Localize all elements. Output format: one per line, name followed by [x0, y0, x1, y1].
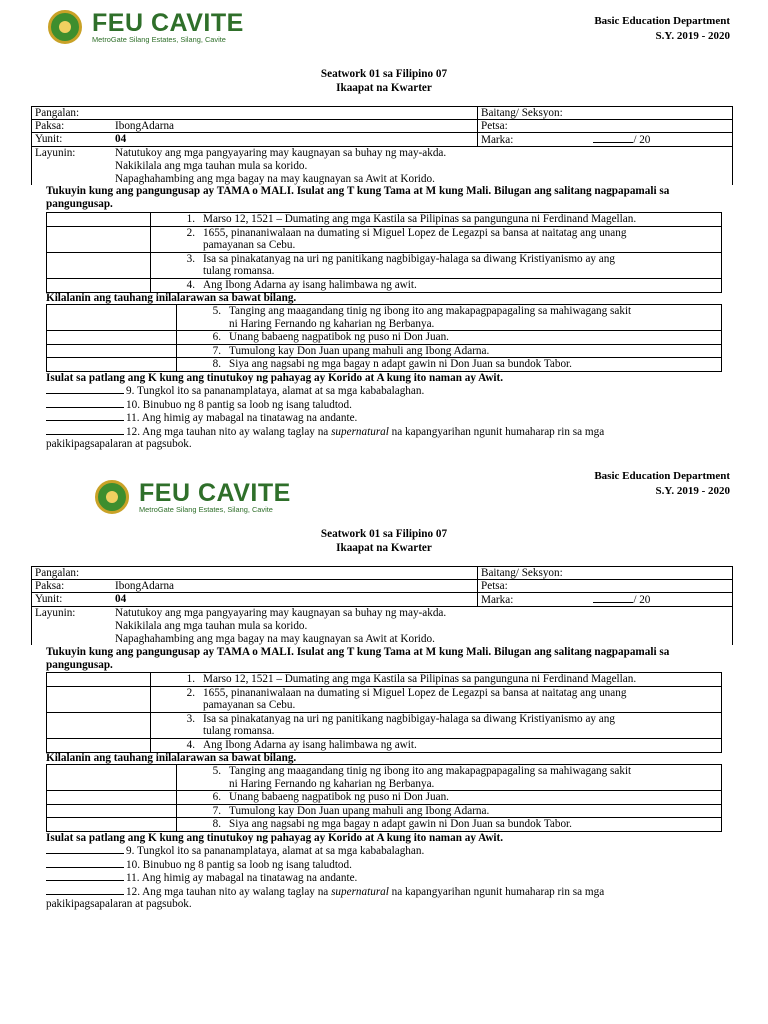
brand-name: FEU CAVITE — [92, 8, 244, 37]
yunit-field: Yunit: 04 — [32, 593, 478, 607]
paksa-field: Paksa: IbongAdarna — [32, 580, 478, 593]
answer-cell[interactable] — [47, 738, 151, 752]
petsa-field[interactable]: Petsa: — [478, 120, 733, 133]
baitang-field[interactable]: Baitang/ Seksyon: — [478, 567, 733, 580]
answer-cell[interactable] — [47, 791, 177, 805]
document-title — [0, 67, 768, 95]
list-item: 9. Tungkol ito sa pananamplataya, alamat at sa mga kababalaghan. — [46, 844, 736, 858]
layunin-item: Nakikilala ang mga tauhan mula sa korido. — [115, 159, 308, 172]
yunit-field: Yunit: 04 — [32, 133, 478, 147]
item-row: 8. Siya ang nagsabi ng mga bagay n adapt gawin ni Don Juan sa bundok Tabor. — [177, 818, 722, 832]
marka-blank[interactable] — [593, 133, 633, 143]
document-title — [0, 527, 768, 555]
answer-cell[interactable] — [47, 278, 151, 292]
tauhan-table — [46, 304, 722, 372]
school-year: S.Y. 2019 - 2020 — [655, 30, 730, 42]
feu-cavite-logo — [95, 480, 291, 514]
answer-blank[interactable] — [46, 425, 124, 435]
tama-mali-table — [46, 212, 722, 293]
item-row: 4. Ang Ibong Adarna ay isang halimbawa ng awit. — [151, 738, 722, 752]
answer-blank[interactable] — [46, 398, 124, 408]
list-item: 11. Ang himig ay mabagal na tinatawag na andante. — [46, 411, 736, 425]
item-row: 1. Marso 12, 1521 – Dumating ang mga Kastila sa Pilipinas sa pangunguna ni Ferdinand Magellan. — [151, 213, 722, 227]
answer-cell[interactable] — [47, 358, 177, 372]
item-row: 7. Tumulong kay Don Juan upang mahuli ang Ibong Adarna. — [177, 804, 722, 818]
department-header — [594, 14, 730, 44]
item-row: 4. Ang Ibong Adarna ay isang halimbawa ng awit. — [151, 278, 722, 292]
item-row: 3. Isa sa pinakatanyag na uri ng panitikang nagbibigay-halaga sa diwang Kristiyanismo ay ang tulang romansa. — [151, 252, 722, 278]
brand-address: MetroGate Silang Estates, Silang, Cavite — [92, 34, 226, 44]
answer-cell[interactable] — [47, 331, 177, 345]
answer-cell[interactable] — [47, 226, 151, 252]
baitang-field[interactable]: Baitang/ Seksyon: — [478, 107, 733, 120]
list-item: 10. Binubuo ng 8 pantig sa loob ng isang taludtod. — [46, 858, 736, 872]
answer-cell[interactable] — [47, 673, 151, 687]
list-item: 12. Ang mga tauhan nito ay walang taglay na supernatural na kapangyarihan ngunit humaharap rin sa mga — [46, 885, 736, 899]
brand-name: FEU CAVITE — [139, 478, 291, 507]
item-row: 2. 1655, pinananiwalaan na dumating si Miguel Lopez de Legazpi sa bansa at naitatag ang unang pamayanan sa Cebu. — [151, 686, 722, 712]
list-item: 11. Ang himig ay mabagal na tinatawag na andante. — [46, 871, 736, 885]
title-line-1: Seatwork 01 sa Filipino 07 — [320, 68, 448, 80]
pangalan-field[interactable]: Pangalan: — [32, 567, 478, 580]
item-row: 8. Siya ang nagsabi ng mga bagay n adapt gawin ni Don Juan sa bundok Tabor. — [177, 358, 722, 372]
student-info-table — [31, 566, 733, 645]
layunin-item: Nakikilala ang mga tauhan mula sa korido. — [115, 619, 308, 632]
list-item-continuation: pakikipagsapalaran at pagsubok. — [46, 438, 192, 451]
list-item: 10. Binubuo ng 8 pantig sa loob ng isang taludtod. — [46, 398, 736, 412]
item-row: 2. 1655, pinananiwalaan na dumating si Miguel Lopez de Legazpi sa bansa at naitatag ang unang pamayanan sa Cebu. — [151, 226, 722, 252]
list-item: 9. Tungkol ito sa pananamplataya, alamat at sa mga kababalaghan. — [46, 384, 736, 398]
school-year: S.Y. 2019 - 2020 — [655, 485, 730, 497]
department-header — [594, 469, 730, 499]
layunin-item: Napaghahambing ang mga bagay na may kaugnayan sa Awit at Korido. — [115, 632, 435, 645]
layunin-item: Natutukoy ang mga pangyayaring may kaugnayan sa buhay ng may-akda. — [115, 607, 447, 619]
answer-cell[interactable] — [47, 252, 151, 278]
marka-field[interactable]: Marka: / 20 — [478, 593, 733, 607]
item-row: 7. Tumulong kay Don Juan upang mahuli ang Ibong Adarna. — [177, 344, 722, 358]
answer-cell[interactable] — [47, 804, 177, 818]
layunin-item: Natutukoy ang mga pangyayaring may kaugnayan sa buhay ng may-akda. — [115, 147, 447, 159]
item-row: 3. Isa sa pinakatanyag na uri ng panitikang nagbibigay-halaga sa diwang Kristiyanismo ay ang tulang romansa. — [151, 712, 722, 738]
item-row: 5. Tanging ang maagandang tinig ng ibong ito ang makapagpapagaling sa mahiwagang sakit ni Haring Fernando ng kaharian ng Berbanya. — [177, 305, 722, 331]
department-name: Basic Education Department — [594, 15, 730, 27]
pangalan-field[interactable]: Pangalan: — [32, 107, 478, 120]
list-item-continuation: pakikipagsapalaran at pagsubok. — [46, 898, 192, 911]
answer-cell[interactable] — [47, 686, 151, 712]
layunin-field: Layunin: Natutukoy ang mga pangyayaring may kaugnayan sa buhay ng may-akda. Nakikilala ang mga tauhan mula sa korido. Napaghahambing ang mga bagay na may kaugnayan sa Awit at Korido. — [32, 607, 733, 646]
school-seal-icon — [48, 10, 82, 44]
tama-mali-table — [46, 672, 722, 753]
title-line-2: Ikaapat na Kwarter — [336, 542, 432, 554]
section2-instruction: Kilalanin ang tauhang inilalarawan sa bawat bilang. — [46, 752, 297, 764]
korido-awit-list — [46, 384, 736, 451]
brand-address: MetroGate Silang Estates, Silang, Cavite — [139, 504, 273, 514]
student-info-table — [31, 106, 733, 185]
answer-cell[interactable] — [47, 818, 177, 832]
marka-field[interactable]: Marka: / 20 — [478, 133, 733, 147]
korido-awit-list — [46, 844, 736, 911]
section3-instruction: Isulat sa patlang ang K kung ang tinutukoy ng pahayag ay Korido at A kung ito naman ay Awit. — [46, 832, 504, 844]
answer-blank[interactable] — [46, 871, 124, 881]
item-row: 5. Tanging ang maagandang tinig ng ibong ito ang makapagpapagaling sa mahiwagang sakit ni Haring Fernando ng kaharian ng Berbanya. — [177, 765, 722, 791]
title-line-1: Seatwork 01 sa Filipino 07 — [320, 528, 448, 540]
item-row: 1. Marso 12, 1521 – Dumating ang mga Kastila sa Pilipinas sa pangunguna ni Ferdinand Magellan. — [151, 673, 722, 687]
list-item: 12. Ang mga tauhan nito ay walang taglay na supernatural na kapangyarihan ngunit humaharap rin sa mga — [46, 425, 736, 439]
paksa-field: Paksa: IbongAdarna — [32, 120, 478, 133]
section1-instruction: Tukuyin kung ang pangungusap ay TAMA o MALI. Isulat ang T kung Tama at M kung Mali. Bilugan ang salitang nagpapamali sa pangungusap. — [46, 646, 670, 671]
section2-instruction: Kilalanin ang tauhang inilalarawan sa bawat bilang. — [46, 292, 297, 304]
layunin-item: Napaghahambing ang mga bagay na may kaugnayan sa Awit at Korido. — [115, 172, 435, 185]
answer-blank[interactable] — [46, 384, 124, 394]
school-seal-icon — [95, 480, 129, 514]
answer-cell[interactable] — [47, 344, 177, 358]
marka-blank[interactable] — [593, 593, 633, 603]
answer-cell[interactable] — [47, 712, 151, 738]
department-name: Basic Education Department — [594, 470, 730, 482]
tauhan-table — [46, 764, 722, 832]
answer-cell[interactable] — [47, 305, 177, 331]
answer-blank[interactable] — [46, 411, 124, 421]
feu-cavite-logo — [48, 10, 244, 44]
answer-cell[interactable] — [47, 765, 177, 791]
item-row: 6. Unang babaeng nagpatibok ng puso ni Don Juan. — [177, 791, 722, 805]
petsa-field[interactable]: Petsa: — [478, 580, 733, 593]
section1-instruction: Tukuyin kung ang pangungusap ay TAMA o MALI. Isulat ang T kung Tama at M kung Mali. Bilugan ang salitang nagpapamali sa pangungusap. — [46, 185, 670, 210]
answer-blank[interactable] — [46, 858, 124, 868]
title-line-2: Ikaapat na Kwarter — [336, 82, 432, 94]
answer-blank[interactable] — [46, 885, 124, 895]
layunin-field: Layunin: Natutukoy ang mga pangyayaring may kaugnayan sa buhay ng may-akda. Nakikilala ang mga tauhan mula sa korido. Napaghahambing ang mga bagay na may kaugnayan sa Awit at Korido. — [32, 147, 733, 186]
answer-blank[interactable] — [46, 844, 124, 854]
item-row: 6. Unang babaeng nagpatibok ng puso ni Don Juan. — [177, 331, 722, 345]
section3-instruction: Isulat sa patlang ang K kung ang tinutukoy ng pahayag ay Korido at A kung ito naman ay Awit. — [46, 372, 504, 384]
answer-cell[interactable] — [47, 213, 151, 227]
